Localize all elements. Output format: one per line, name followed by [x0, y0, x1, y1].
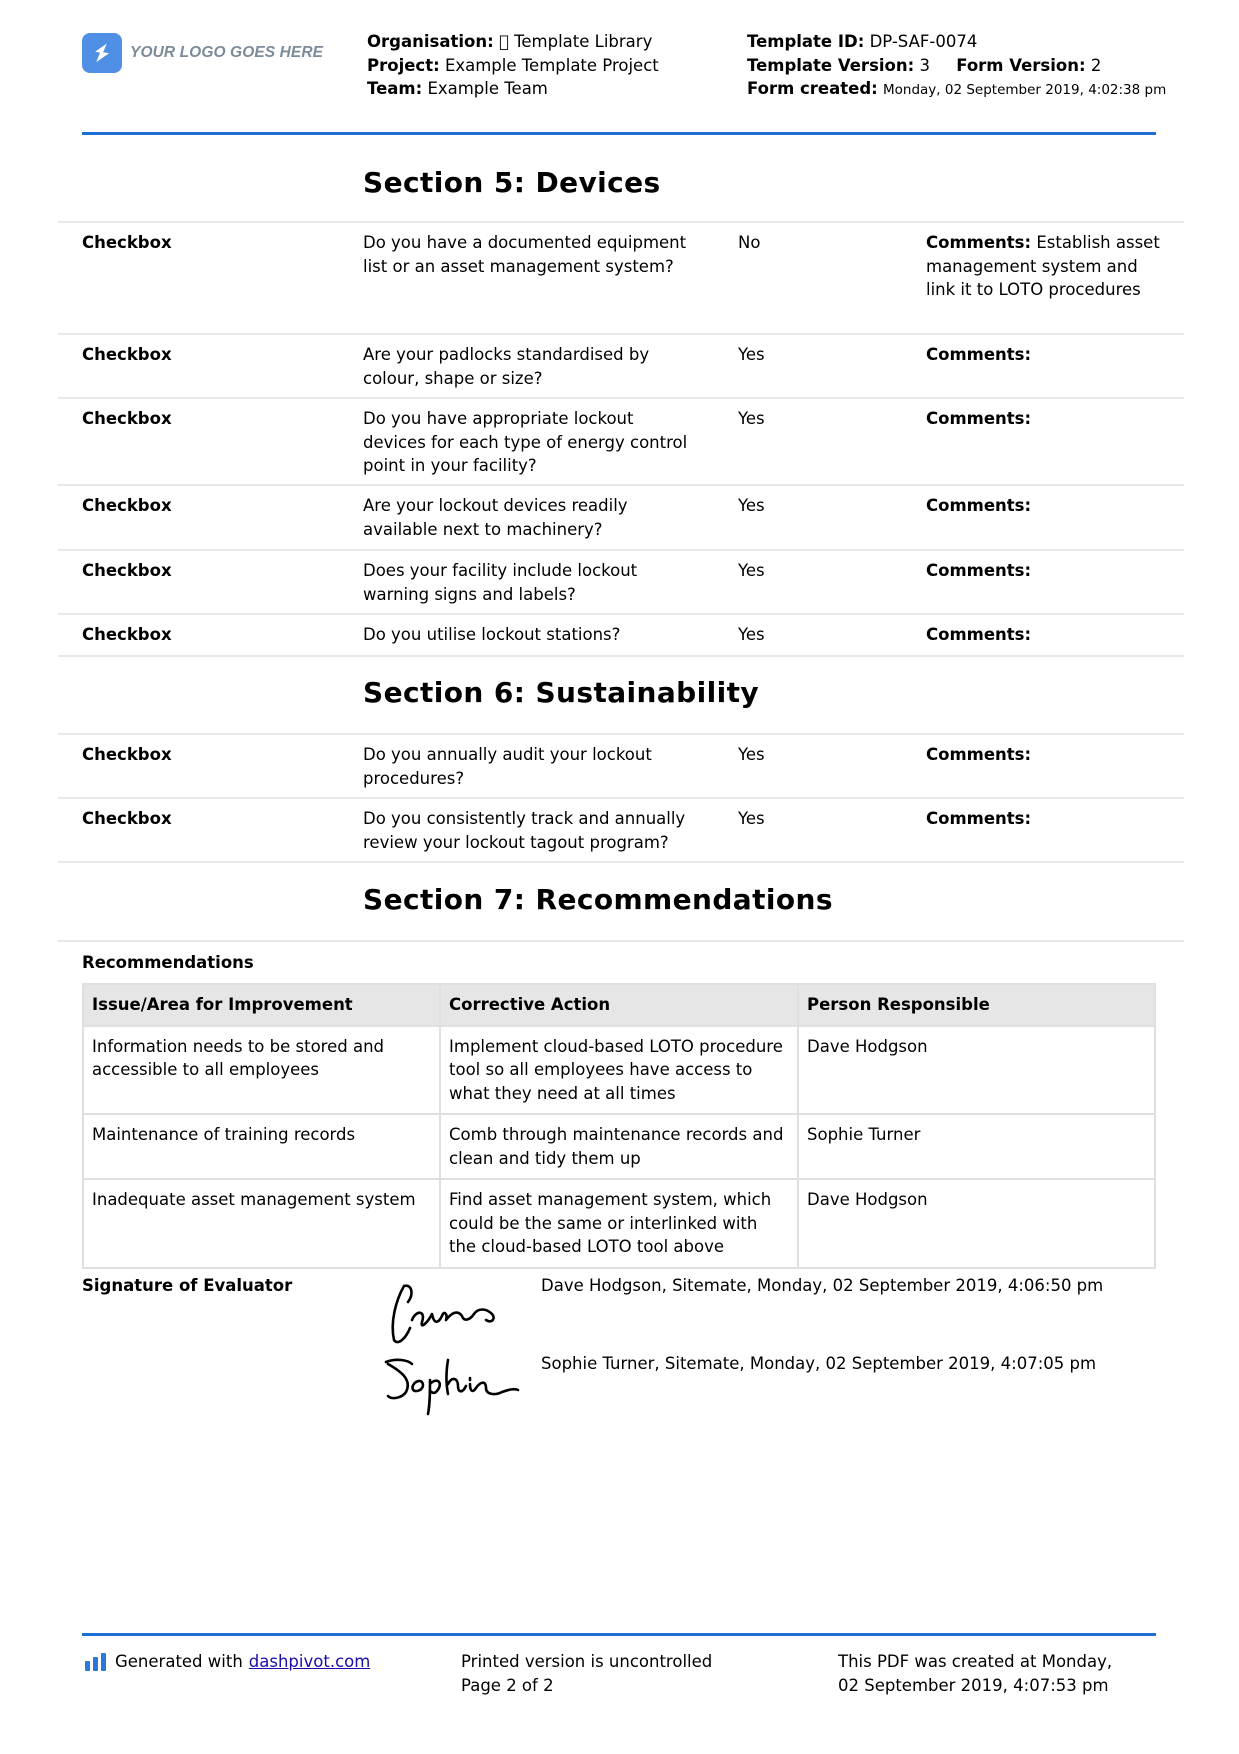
table-cell: Inadequate asset management system [83, 1179, 440, 1268]
signature-image [382, 1280, 512, 1352]
logo-text: YOUR LOGO GOES HERE [130, 44, 324, 61]
footer-divider [82, 1633, 1156, 1636]
field-type: Checkbox [82, 233, 172, 252]
form-version-label: Form Version: [956, 55, 1086, 75]
answer-value: Yes [738, 496, 765, 515]
section-7-title: Section 7: Recommendations [363, 883, 833, 916]
project-label: Project: [367, 55, 440, 75]
header-divider [82, 132, 1156, 135]
signature-caption: Sophie Turner, Sitemate, Monday, 02 September 2019, 4:07:05 pm [541, 1354, 1097, 1373]
row-divider [58, 940, 1184, 942]
company-logo [82, 33, 323, 73]
row-divider [58, 861, 1184, 863]
comments [926, 743, 1166, 767]
field-type: Checkbox [82, 561, 172, 580]
table-row [83, 1179, 1155, 1268]
answer-value: No [738, 233, 761, 252]
checklist-row [58, 549, 1184, 613]
answer-value: Yes [738, 809, 765, 828]
answer-value: Yes [738, 625, 765, 644]
answer-value: Yes [738, 561, 765, 580]
page-header [82, 30, 1167, 136]
answer-value: Yes [738, 745, 765, 764]
column-header: Corrective Action [440, 984, 798, 1026]
comments [926, 343, 1166, 367]
comments-label: Comments: [926, 345, 1032, 364]
header-org-info [367, 30, 727, 101]
column-header: Person Responsible [798, 984, 1155, 1026]
template-version-label: Template Version: [747, 55, 915, 75]
answer-value: Yes [738, 345, 765, 364]
table-cell: Implement cloud-based LOTO procedure tool so all employees have access to what they need at all times [440, 1026, 798, 1115]
comments-text: Establish asset management system and link it to LOTO procedures [926, 233, 1160, 299]
template-id-label: Template ID: [747, 32, 865, 51]
comments-label: Comments: [926, 809, 1032, 828]
answer-value: Yes [738, 409, 765, 428]
section-6-title: Section 6: Sustainability [363, 676, 760, 709]
comments [926, 559, 1166, 583]
question-text: Does your facility include lockout warning signs and labels? [363, 561, 638, 604]
organisation-label: Organisation: [367, 32, 494, 51]
team-label: Team: [367, 79, 423, 98]
comments [926, 807, 1166, 831]
logo-icon [82, 33, 122, 73]
question-text: Are your padlocks standardised by colour, shape or size? [363, 345, 650, 388]
print-notice [461, 1650, 712, 1697]
recommendations-label: Recommendations [82, 953, 254, 972]
section-5-title: Section 5: Devices [363, 166, 661, 199]
project-value: Example Template Project [444, 55, 659, 75]
template-id-value: DP-SAF-0074 [869, 32, 978, 51]
comments [926, 231, 1166, 302]
question-text: Do you annually audit your lockout procedures? [363, 745, 652, 788]
comments-label: Comments: [926, 233, 1032, 252]
field-type: Checkbox [82, 809, 172, 828]
checklist-row [58, 733, 1184, 797]
recommendations-table [82, 983, 1156, 1269]
uncontrolled-notice: Printed version is uncontrolled [461, 1652, 713, 1671]
dashpivot-link[interactable]: dashpivot.com [248, 1652, 371, 1671]
checklist-row [58, 613, 1184, 655]
field-type: Checkbox [82, 345, 172, 364]
signature-image [382, 1352, 522, 1416]
generated-with [85, 1650, 370, 1674]
question-text: Do you utilise lockout stations? [363, 625, 621, 644]
column-header: Issue/Area for Improvement [83, 984, 440, 1026]
comments-label: Comments: [926, 496, 1032, 515]
generated-prefix: Generated with [115, 1652, 243, 1671]
field-type: Checkbox [82, 625, 172, 644]
question-text: Do you have appropriate lockout devices for each type of energy control point in your facility? [363, 409, 688, 475]
checklist-row [58, 221, 1184, 333]
checklist-row [58, 397, 1184, 484]
table-cell: Dave Hodgson [798, 1179, 1155, 1268]
table-cell: Maintenance of training records [83, 1114, 440, 1179]
checklist-row [58, 333, 1184, 397]
checklist-row [58, 484, 1184, 549]
form-created-value: Monday, 02 September 2019, 4:02:38 pm [883, 82, 1167, 98]
comments-label: Comments: [926, 625, 1032, 644]
pdf-created-at: This PDF was created at Monday, 02 September 2019, 4:07:53 pm [838, 1652, 1113, 1695]
table-header-row [83, 984, 1155, 1026]
organisation-value: Template Library [498, 32, 638, 51]
team-value: Example Team [427, 79, 548, 98]
comments [926, 623, 1166, 647]
template-version-value: 3 [919, 55, 930, 75]
comments-label: Comments: [926, 561, 1032, 580]
table-cell: Dave Hodgson [798, 1026, 1155, 1115]
comments-label: Comments: [926, 409, 1032, 428]
form-created-label: Form created: [747, 79, 878, 98]
table-cell: Information needs to be stored and accessible to all employees [83, 1026, 440, 1115]
bar-chart-icon [85, 1653, 107, 1671]
comments [926, 494, 1166, 518]
table-row [83, 1026, 1155, 1115]
table-cell: Comb through maintenance records and clean and tidy them up [440, 1114, 798, 1179]
field-type: Checkbox [82, 496, 172, 515]
field-type: Checkbox [82, 745, 172, 764]
header-template-info [747, 30, 1167, 103]
table-cell: Sophie Turner [798, 1114, 1155, 1179]
question-text: Do you consistently track and annually review your lockout tagout program? [363, 809, 686, 852]
question-text: Are your lockout devices readily available next to machinery? [363, 496, 628, 539]
page-number: Page 2 of 2 [461, 1675, 554, 1695]
comments [926, 407, 1166, 431]
comments-label: Comments: [926, 745, 1032, 764]
signature-caption: Dave Hodgson, Sitemate, Monday, 02 September 2019, 4:06:50 pm [541, 1276, 1104, 1295]
signature-label: Signature of Evaluator [82, 1276, 293, 1295]
row-divider [58, 655, 1184, 657]
field-type: Checkbox [82, 409, 172, 428]
form-version-value: 2 [1090, 55, 1102, 75]
table-cell: Find asset management system, which could be the same or interlinked with the cloud-based LOTO tool above [440, 1179, 798, 1268]
table-row [83, 1114, 1155, 1179]
question-text: Do you have a documented equipment list or an asset management system? [363, 233, 687, 276]
checklist-row [58, 797, 1184, 861]
